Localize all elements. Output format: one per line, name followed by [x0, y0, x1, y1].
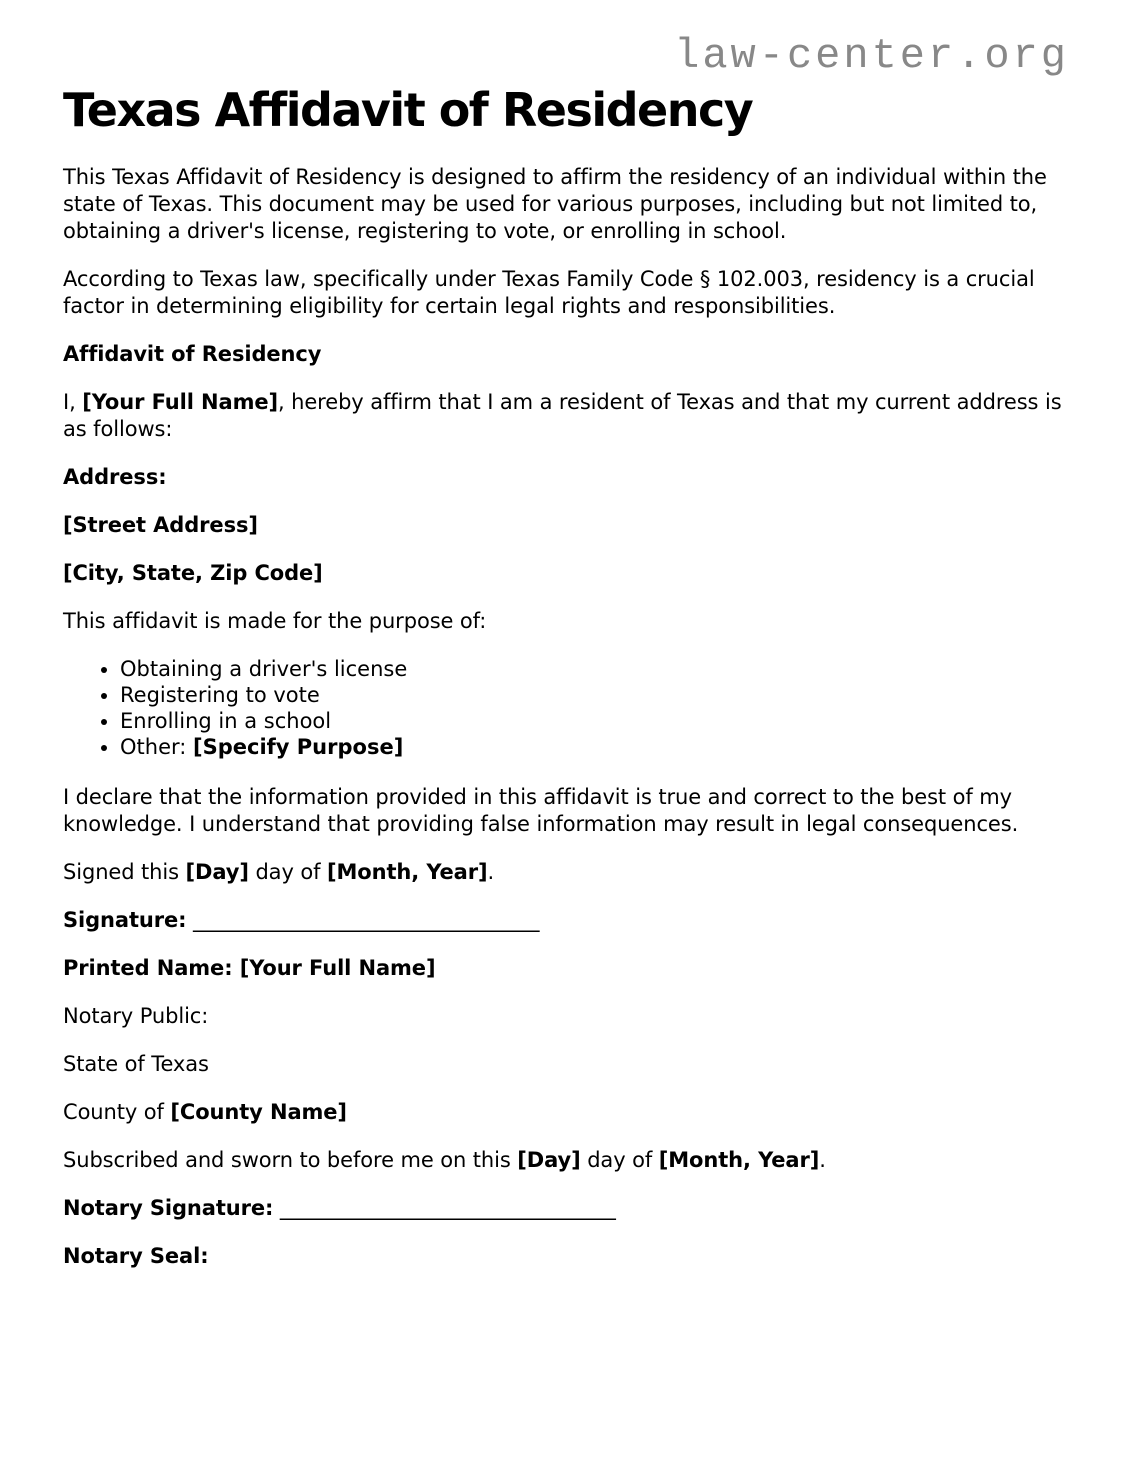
purpose-item-drivers-license: • Obtaining a driver's license [120, 656, 1069, 682]
street-address-placeholder: [Street Address] [63, 513, 258, 538]
site-logo: law-center.org [674, 32, 1069, 80]
signed-pre-text: Signed this [63, 860, 186, 885]
sworn-post-text: . [819, 1148, 826, 1173]
affirmation-statement [63, 389, 1069, 443]
specify-purpose-placeholder: [Specify Purpose] [193, 735, 404, 760]
purpose-item-school: • Enrolling in a school [120, 708, 1069, 734]
purpose-item-other [120, 734, 1069, 760]
signed-mid-text: day of [248, 860, 327, 885]
sworn-statement-line [63, 1147, 1069, 1174]
purpose-intro: This affidavit is made for the purpose of: [63, 609, 487, 634]
day-placeholder: [Day] [185, 860, 249, 885]
purpose-item-vote: • Registering to vote [120, 682, 1069, 708]
affirmation-pre-text: I, [63, 390, 83, 415]
signed-date-line [63, 859, 1069, 886]
sworn-pre-text: Subscribed and sworn to before me on this [63, 1148, 518, 1173]
notary-public-label: Notary Public: [63, 1004, 209, 1029]
address-label: Address: [63, 465, 167, 490]
notary-signature-label: Notary Signature: [63, 1196, 274, 1221]
other-purpose-pre-text: Other: [120, 735, 194, 760]
notary-seal-label: Notary Seal: [63, 1244, 209, 1269]
law-reference-paragraph: According to Texas law, specifically under Texas Family Code § 102.003, residency is a crucial factor in determining eligibility for certain legal rights and responsibilities. [63, 267, 1035, 319]
affirmation-post-text: , hereby affirm that I am a resident of Texas and that my current address is as follows: [63, 390, 1062, 442]
intro-paragraph: This Texas Affidavit of Residency is designed to affirm the residency of an individual within the state of Texas. This document may be used for various purposes, including but not limited to, obtaining a driver's license, registering to vote, or enrolling in school. [63, 165, 1047, 244]
printed-name-line: Printed Name: [Your Full Name] [63, 956, 436, 981]
document-title: Texas Affidavit of Residency [63, 83, 753, 138]
sworn-day-placeholder: [Day] [517, 1148, 581, 1173]
sworn-mid-text: day of [580, 1148, 659, 1173]
month-year-placeholder: [Month, Year] [326, 860, 488, 885]
notary-signature-blank-line: ________________________________ [279, 1196, 616, 1221]
county-name-placeholder: [County Name] [170, 1100, 347, 1125]
affidavit-section-heading: Affidavit of Residency [63, 342, 322, 367]
declaration-paragraph: I declare that the information provided in this affidavit is true and correct to the best of my knowledge. I understand that providing false information may result in legal consequences. [63, 785, 1019, 837]
signature-label: Signature: [63, 908, 187, 933]
purpose-list [63, 656, 1069, 760]
sworn-month-year-placeholder: [Month, Year] [658, 1148, 820, 1173]
signed-post-text: . [487, 860, 495, 885]
full-name-placeholder: [Your Full Name] [82, 390, 278, 415]
county-pre-text: County of [63, 1100, 171, 1125]
signature-line [63, 907, 1069, 934]
notary-county-line [63, 1099, 1069, 1126]
signature-blank-line: _________________________________ [193, 908, 540, 933]
notary-signature-line [63, 1195, 1069, 1222]
notary-state-line: State of Texas [63, 1052, 209, 1077]
city-state-zip-placeholder: [City, State, Zip Code] [63, 561, 323, 586]
